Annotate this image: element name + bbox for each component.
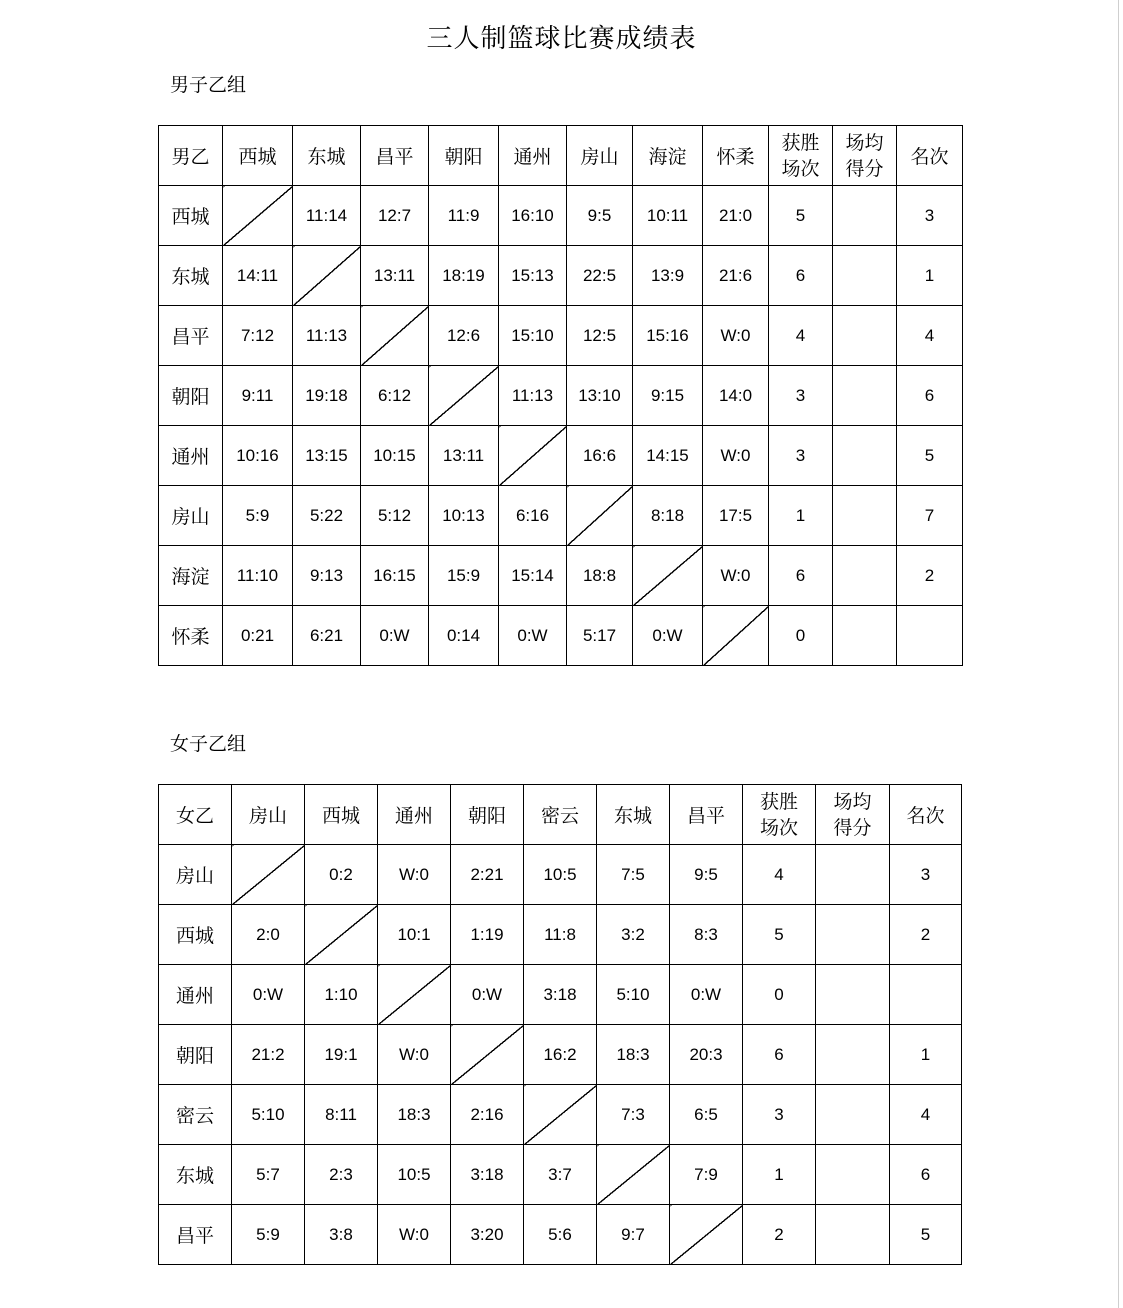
score-cell: 8:3 [670,905,743,965]
score-cell: 18:3 [378,1085,451,1145]
score-cell: 9:13 [293,546,361,606]
score-cell: 21:0 [703,186,769,246]
score-cell: 3:2 [597,905,670,965]
score-cell: 2:16 [451,1085,524,1145]
wins-header-line-2: 场次 [781,157,820,180]
table-row [159,486,963,546]
score-cell: 5:10 [232,1085,305,1145]
row-header: 朝阳 [159,366,223,426]
rank-header: 名次 [897,126,963,186]
avg-points-header [833,126,897,186]
column-header-7: 海淀 [633,126,703,186]
score-cell: W:0 [378,1205,451,1265]
avg-points-cell [833,546,897,606]
table-row [159,1145,962,1205]
avg-points-cell [816,845,890,905]
diagonal-cell [633,546,703,606]
women-group-label: 女子乙组 [170,733,247,755]
diagonal-cell [305,905,378,965]
score-cell: 21:2 [232,1025,305,1085]
column-header-4: 朝阳 [429,126,499,186]
avg-points-cell [833,366,897,426]
wins-header-line-1: 获胜 [781,131,820,154]
avg-points-cell [816,965,890,1025]
score-cell: 15:14 [499,546,567,606]
score-cell: 14:0 [703,366,769,426]
score-cell: 5:12 [361,486,429,546]
diagonal-cell [597,1145,670,1205]
column-header-1: 房山 [232,785,305,845]
score-cell: 18:8 [567,546,633,606]
rank-cell: 3 [890,845,962,905]
wins-cell: 5 [743,905,816,965]
column-header-3: 通州 [378,785,451,845]
column-header-2: 东城 [293,126,361,186]
score-cell: 13:11 [361,246,429,306]
avg-points-cell [833,426,897,486]
score-cell: 10:15 [361,426,429,486]
avg-points-header-line-1: 场均 [833,790,872,813]
score-cell: 5:6 [524,1205,597,1265]
wins-header-line-2: 场次 [759,816,798,839]
score-cell: 15:13 [499,246,567,306]
score-cell: 5:7 [232,1145,305,1205]
diagonal-cell [451,1025,524,1085]
avg-points-header-line-2: 得分 [833,816,872,839]
score-cell: 1:10 [305,965,378,1025]
score-cell: 17:5 [703,486,769,546]
wins-cell: 3 [769,366,833,426]
wins-cell: 2 [743,1205,816,1265]
score-cell: 18:19 [429,246,499,306]
avg-points-cell [833,306,897,366]
rank-cell: 4 [890,1085,962,1145]
wins-cell: 4 [743,845,816,905]
avg-points-cell [816,1025,890,1085]
rank-cell: 1 [890,1025,962,1085]
score-cell: 7:3 [597,1085,670,1145]
table-row [159,1025,962,1085]
score-cell: 11:8 [524,905,597,965]
score-cell: 0:2 [305,845,378,905]
score-cell: 12:5 [567,306,633,366]
score-cell: 14:15 [633,426,703,486]
score-cell: 0:W [499,606,567,666]
score-cell: 22:5 [567,246,633,306]
wins-header-line-1: 获胜 [759,790,798,813]
avg-points-cell [833,186,897,246]
score-cell: 8:18 [633,486,703,546]
score-cell: 9:5 [567,186,633,246]
score-cell: 3:7 [524,1145,597,1205]
score-cell: W:0 [703,306,769,366]
score-cell: 21:6 [703,246,769,306]
row-header: 通州 [159,965,232,1025]
row-header: 密云 [159,1085,232,1145]
score-cell: 12:6 [429,306,499,366]
diagonal-cell [429,366,499,426]
score-cell: 7:5 [597,845,670,905]
column-header-6: 房山 [567,126,633,186]
score-cell: 7:12 [223,306,293,366]
score-cell: 13:11 [429,426,499,486]
score-cell: 14:11 [223,246,293,306]
avg-points-cell [816,1205,890,1265]
rank-cell: 1 [897,246,963,306]
score-cell: 5:9 [223,486,293,546]
score-cell: 3:20 [451,1205,524,1265]
score-cell: 11:10 [223,546,293,606]
score-cell: 20:3 [670,1025,743,1085]
score-cell: 11:14 [293,186,361,246]
diagonal-cell [361,306,429,366]
score-cell: W:0 [703,546,769,606]
diagonal-cell [524,1085,597,1145]
score-cell: 6:12 [361,366,429,426]
wins-cell: 0 [769,606,833,666]
score-cell: 2:3 [305,1145,378,1205]
column-header-5: 通州 [499,126,567,186]
score-cell: 11:13 [499,366,567,426]
score-cell: 13:15 [293,426,361,486]
score-cell: 0:W [633,606,703,666]
score-cell: 19:18 [293,366,361,426]
corner-header: 女乙 [159,785,232,845]
row-header: 昌平 [159,306,223,366]
score-cell: 0:W [361,606,429,666]
score-cell: 0:W [232,965,305,1025]
score-cell: 16:15 [361,546,429,606]
score-cell: 10:1 [378,905,451,965]
score-cell: 1:19 [451,905,524,965]
score-cell: 0:14 [429,606,499,666]
men-group-label: 男子乙组 [170,74,247,96]
column-header-8: 怀柔 [703,126,769,186]
score-cell: 3:18 [451,1145,524,1205]
table-row [159,965,962,1025]
diagonal-cell [293,246,361,306]
row-header: 西城 [159,905,232,965]
score-cell: 5:17 [567,606,633,666]
wins-cell: 3 [743,1085,816,1145]
column-header-6: 东城 [597,785,670,845]
column-header-4: 朝阳 [451,785,524,845]
score-cell: 7:9 [670,1145,743,1205]
score-cell: 10:13 [429,486,499,546]
avg-points-header-line-1: 场均 [845,131,884,154]
avg-points-cell [833,246,897,306]
score-cell: 18:3 [597,1025,670,1085]
table-row [159,306,963,366]
avg-points-cell [833,486,897,546]
row-header: 东城 [159,1145,232,1205]
score-cell: 9:15 [633,366,703,426]
rank-cell [897,606,963,666]
score-cell: 6:21 [293,606,361,666]
score-cell: W:0 [703,426,769,486]
score-cell: W:0 [378,845,451,905]
score-cell: 15:16 [633,306,703,366]
score-cell: 3:18 [524,965,597,1025]
header-row [159,126,963,186]
score-cell: 5:22 [293,486,361,546]
rank-cell: 6 [890,1145,962,1205]
score-cell: 13:10 [567,366,633,426]
score-cell: 5:9 [232,1205,305,1265]
diagonal-cell [223,186,293,246]
wins-header [769,126,833,186]
wins-cell: 3 [769,426,833,486]
score-cell: 0:W [670,965,743,1025]
table-row [159,845,962,905]
score-cell: W:0 [378,1025,451,1085]
row-header: 房山 [159,845,232,905]
score-cell: 6:16 [499,486,567,546]
score-cell: 9:5 [670,845,743,905]
rank-cell: 5 [897,426,963,486]
wins-cell: 1 [769,486,833,546]
score-cell: 11:13 [293,306,361,366]
score-cell: 19:1 [305,1025,378,1085]
header-row [159,785,962,845]
score-cell: 8:11 [305,1085,378,1145]
row-header: 朝阳 [159,1025,232,1085]
score-cell: 16:10 [499,186,567,246]
score-cell: 10:16 [223,426,293,486]
score-cell: 2:0 [232,905,305,965]
women-score-table [158,784,962,1265]
score-cell: 0:W [451,965,524,1025]
row-header: 昌平 [159,1205,232,1265]
score-cell: 16:6 [567,426,633,486]
men-score-table [158,125,963,666]
score-cell: 5:10 [597,965,670,1025]
wins-cell: 6 [743,1025,816,1085]
table-row [159,366,963,426]
table-row [159,905,962,965]
avg-points-header-line-2: 得分 [845,157,884,180]
page-edge-rule [1118,0,1119,1308]
score-cell: 11:9 [429,186,499,246]
column-header-3: 昌平 [361,126,429,186]
score-cell: 9:11 [223,366,293,426]
rank-cell: 5 [890,1205,962,1265]
row-header: 房山 [159,486,223,546]
score-cell: 12:7 [361,186,429,246]
column-header-7: 昌平 [670,785,743,845]
wins-header [743,785,816,845]
wins-cell: 0 [743,965,816,1025]
wins-cell: 5 [769,186,833,246]
diagonal-cell [703,606,769,666]
rank-cell: 7 [897,486,963,546]
column-header-2: 西城 [305,785,378,845]
table-row [159,186,963,246]
rank-cell: 3 [897,186,963,246]
rank-cell: 6 [897,366,963,426]
avg-points-cell [833,606,897,666]
diagonal-cell [670,1205,743,1265]
column-header-5: 密云 [524,785,597,845]
score-cell: 16:2 [524,1025,597,1085]
score-cell: 15:10 [499,306,567,366]
score-cell: 15:9 [429,546,499,606]
avg-points-cell [816,1085,890,1145]
avg-points-cell [816,905,890,965]
rank-cell [890,965,962,1025]
table-row [159,606,963,666]
row-header: 西城 [159,186,223,246]
diagonal-cell [567,486,633,546]
score-cell: 2:21 [451,845,524,905]
row-header: 东城 [159,246,223,306]
score-cell: 9:7 [597,1205,670,1265]
table-row [159,546,963,606]
rank-cell: 2 [890,905,962,965]
row-header: 怀柔 [159,606,223,666]
avg-points-cell [816,1145,890,1205]
wins-cell: 4 [769,306,833,366]
score-cell: 10:11 [633,186,703,246]
score-cell: 10:5 [524,845,597,905]
table-row [159,426,963,486]
corner-header: 男乙 [159,126,223,186]
score-cell: 10:5 [378,1145,451,1205]
avg-points-header [816,785,890,845]
score-cell: 13:9 [633,246,703,306]
score-cell: 3:8 [305,1205,378,1265]
row-header: 海淀 [159,546,223,606]
diagonal-cell [232,845,305,905]
page-title: 三人制篮球比赛成绩表 [426,24,697,54]
row-header: 通州 [159,426,223,486]
wins-cell: 1 [743,1145,816,1205]
rank-cell: 4 [897,306,963,366]
column-header-1: 西城 [223,126,293,186]
score-cell: 6:5 [670,1085,743,1145]
rank-header: 名次 [890,785,962,845]
wins-cell: 6 [769,546,833,606]
wins-cell: 6 [769,246,833,306]
table-row [159,1085,962,1145]
table-row [159,246,963,306]
score-cell: 0:21 [223,606,293,666]
diagonal-cell [378,965,451,1025]
table-row [159,1205,962,1265]
rank-cell: 2 [897,546,963,606]
diagonal-cell [499,426,567,486]
